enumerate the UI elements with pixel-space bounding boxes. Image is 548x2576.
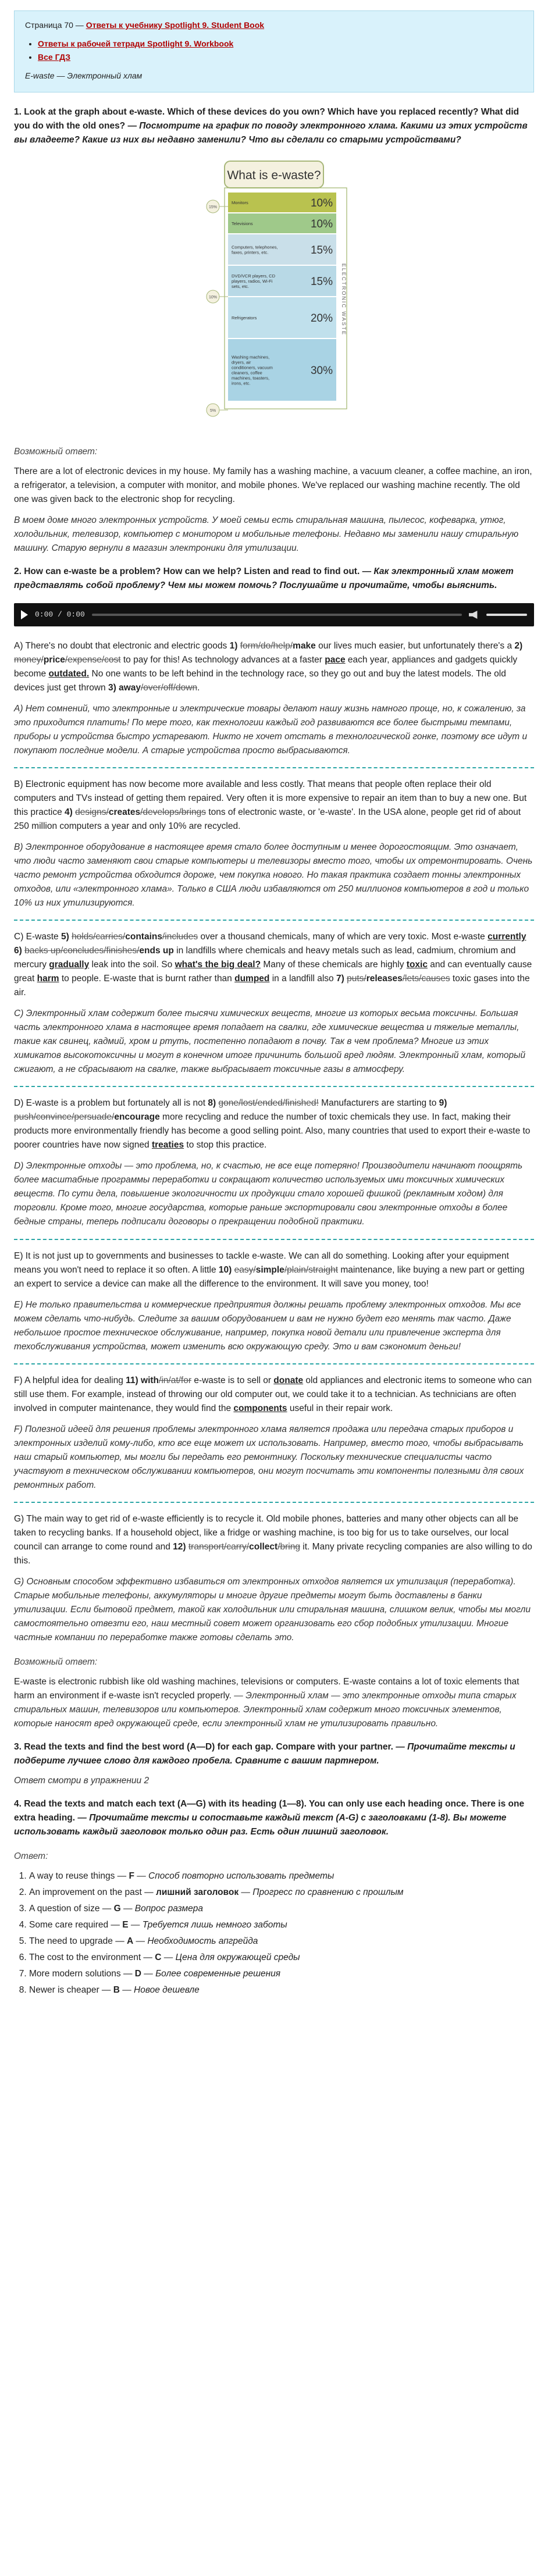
- correct-option: releases: [366, 974, 403, 984]
- correct-option: simple: [255, 1264, 284, 1275]
- answer-label: Ответ:: [14, 1851, 48, 1862]
- text-e-part: E) It is not just up to governments and businesses to tackle e-waste. We can all do something. Looking after your equipment means you won't need to replace it so often. A little: [14, 1250, 509, 1275]
- text-b-part: B) Electronic equipment has now become more available and less costly. That means that people often replace their old computers and TVs instead of getting them repaired. Very often it is more expensive to repair an item than to buy a new one. But this practice: [14, 779, 527, 818]
- text-d-ru: D) Электронные отходы — это проблема, но, к счастью, не все еще потеряно! Производители начинают поощрять более масштабные программы переработки и сокращают количество используемых ими токсичных химических веществ. По сути дела, повышение экологичности их продукции стало хорошей фишкой (рекламным ходом) для торговли. Кроме того, многие государства, которые раньше экспортировали свои электронные отходы в более бедные страны, теперь подписали договоры о прекращении подобной практики.: [14, 1161, 523, 1227]
- poster-row-label: conditioners, vacuum: [232, 365, 273, 370]
- poster-bubble-label: 15%: [208, 205, 218, 209]
- key-word: currently: [487, 932, 526, 942]
- heading-ru: — Вопрос размера: [120, 1904, 203, 1914]
- heading-ru: — Более современные решения: [141, 1969, 281, 1979]
- correct-option: away: [119, 682, 141, 693]
- struck-options: money/: [14, 654, 44, 665]
- header-link-item: [38, 38, 523, 51]
- header-links: [25, 38, 523, 64]
- audio-progress-bar[interactable]: [92, 614, 462, 616]
- key-word: harm: [37, 974, 59, 984]
- question-1-ru: Посмотрите на график по поводу электронного хлама. Какими из этих устройств вы владеете? Какие из них вы недавно заменили? Что вы сделали со старыми устройствами?: [14, 120, 528, 145]
- text-a-part: A) There's no doubt that electronic and electric goods: [14, 640, 230, 651]
- heading-ru: — Новое дешевле: [119, 1985, 200, 1996]
- question-4: [14, 1797, 534, 1839]
- audio-current: 0:00: [35, 610, 54, 619]
- correct-option: contains: [125, 932, 162, 942]
- question-4-ru: — Прочитайте тексты и сопоставьте каждый текст (A-G) с заголовками (1-8). Вы можете использовать каждый заголовок только один раз. Есть один лишний заголовок.: [14, 1813, 507, 1837]
- text-c-part: in landfills where chemicals and heavy metals such as lead, cadmium, chromium and mercury: [14, 946, 516, 970]
- list-item: [29, 1967, 534, 1981]
- heading-en: An improvement on the past —: [29, 1887, 156, 1898]
- text-a-part: No one wants to be left behind in the technology race, so they go out and buy the latest models. The old devices just get thrown: [14, 668, 506, 693]
- text-e-en: [14, 1249, 534, 1291]
- text-f-ru: F) Полезной идеей для решения проблемы электронного хлама является продажа или передача старых приборов и электронных изделий кому-либо, кто все еще может их использовать. Например, вместо того, чтобы выбрасывать наш старый компьютер, мы могли бы передать его ремонтнику. Поскольку технические специалисты часто участвуют в техническом обслуживании компьютеров, они могут посчитать эти компоненты полезными для своих ремонтных работ.: [14, 1424, 524, 1490]
- gap-number: 10): [218, 1264, 234, 1275]
- poster-side-label: ELECTRONIC WASTE: [341, 263, 347, 336]
- question-2: [14, 565, 534, 593]
- audio-duration: 0:00: [66, 610, 85, 619]
- struck-options: /expense/cost: [65, 654, 121, 665]
- poster-row-value: 30%: [310, 364, 333, 377]
- question-4-en: 4. Read the texts and match each text (A—G) with its heading (1—8). You can only use each heading once. There is one extra heading.: [14, 1799, 525, 1823]
- text-c-part: to people. E-waste that is burnt rather than: [59, 974, 235, 984]
- gap-number: 9): [439, 1098, 447, 1109]
- poster-row-value: 20%: [310, 312, 333, 325]
- text-g-ru: G) Основным способом эффективно избавиться от электронных отходов является их утилизация (переработка). Старые мобильные телефоны, аккумуляторы и многие другие предметы могут быть доставлены в банки утилизации. Если бытовой предмет, такой как холодильник или стиральная машина, слишком велик, чтобы мы могли самостоятельно отвезти его, наш местный совет может организовать его сбор подобных утилизации. Многие частные компании по переработке также готовы сделать это.: [14, 1576, 531, 1642]
- text-e-part: maintenance, like buying a new part or getting an expert to service a device can make all the difference to the environment. It will save you money, too!: [14, 1264, 525, 1289]
- text-c-part: leak into the soil. So: [89, 960, 175, 970]
- poster-row-label: faxes, printers, etc.: [232, 250, 269, 255]
- heading-en: The cost to the environment —: [29, 1953, 155, 1963]
- list-item: [29, 1918, 534, 1932]
- text-a-en: [14, 639, 534, 695]
- answer-letter: F: [129, 1871, 134, 1882]
- answer-1-ru: В моем доме много электронных устройств. У моей семьи есть стиральная машина, пылесос, кофеварка, утюг, холодильник, телевизор, компьютер с монитором и мобильные телефоны. Недавно мы заменили нашу стиральную машину. Старую вернули в магазин электроники для утилизации.: [14, 515, 519, 553]
- text-d-en: [14, 1096, 534, 1152]
- question-2-ru: — Как электронный хлам может представлять собой проблему? Чем мы можем помочь? Послушайте и прочитайте, чтобы выяснить.: [14, 566, 514, 590]
- text-g-en: [14, 1512, 534, 1568]
- answer-letter: E: [122, 1920, 129, 1930]
- poster-title: What is e-waste?: [227, 168, 321, 182]
- question-2-en: 2. How can e-waste be a problem? How can we help? Listen and read to find out.: [14, 566, 360, 576]
- text-a-part: to pay for this! As technology advances at a faster: [120, 654, 325, 665]
- divider: [14, 1086, 534, 1087]
- correct-option: with: [141, 1375, 159, 1385]
- poster-row-label: DVD/VCR players, CD: [232, 273, 276, 279]
- heading-en: The need to upgrade —: [29, 1936, 127, 1947]
- breadcrumb: [25, 19, 523, 32]
- heading-ru: — Требуется лишь немного заботы: [128, 1920, 287, 1930]
- divider: [14, 767, 534, 768]
- text-d-part: more recycling and reduce the number of toxic chemicals they use. In fact, making their products more environmentally friendly has become a good selling point. Also, many countries that used to export their e-waste to poorer countries have now signed: [14, 1112, 531, 1150]
- poster-row-label: Computers, telephones,: [232, 244, 278, 250]
- gap-number: 5): [61, 932, 72, 942]
- gap-number: 3): [108, 682, 119, 693]
- poster-row-label: Monitors: [232, 199, 248, 205]
- struck-options: transport/carry/: [188, 1541, 250, 1552]
- struck-options: push/convince/persuade/: [14, 1112, 115, 1123]
- key-word: what's the big deal?: [175, 960, 261, 970]
- poster-row-label: cleaners, coffee: [232, 370, 262, 376]
- crumb-link[interactable]: Ответы к учебнику Spotlight 9. Student Book: [86, 20, 265, 30]
- heading-ru: — Способ повторно использовать предметы: [134, 1871, 335, 1882]
- text-b-en: [14, 778, 534, 833]
- text-g-part: G) The main way to get rid of e-waste efficiently is to recycle it. Old mobile phones, batteries and many other objects can all be taken to recycling banks. If a household object, like a fridge or washing machine, is too big for us to take ourselves, our local council can arrange to come round and: [14, 1513, 518, 1552]
- poster-row-label: Televisions: [232, 220, 253, 226]
- text-f-part: F) A helpful idea for dealing: [14, 1375, 126, 1385]
- gap-number: 1): [229, 640, 240, 651]
- text-c-part: in a landfill also: [269, 974, 336, 984]
- struck-options: easy/: [234, 1264, 256, 1275]
- text-g-part: it. Many private recycling companies are also willing to do this.: [14, 1541, 532, 1566]
- poster-row-label: machines, toasters,: [232, 375, 270, 381]
- answer-letter: B: [113, 1985, 120, 1996]
- correct-option: encourage: [114, 1112, 160, 1123]
- question-1: 1. Look at the graph about e-waste. Which of these devices do you own? Which have you replaced recently? What did you do with the old ones? — Посмотрите на график по поводу электронного хлама. Какими из этих устройств вы владеете? Какие из них вы недавно заменили? Что вы сделали со старыми устройствами?: [14, 106, 528, 145]
- gap-number: 6): [14, 946, 25, 956]
- key-word: donate: [273, 1375, 304, 1385]
- header-link-item: [38, 51, 523, 64]
- workbook-link[interactable]: Ответы к рабочей тетради Spotlight 9. Workbook: [38, 38, 234, 48]
- struck-options: /over/off/down: [141, 682, 198, 693]
- struck-options: /plain/straight: [284, 1264, 339, 1275]
- divider: [14, 1239, 534, 1240]
- struck-options: puts/: [347, 974, 366, 984]
- answer-1-en: There are a lot of electronic devices in my house. My family has a washing machine, a vacuum cleaner, a coffee machine, an iron, a refrigerator, a television, a computer with monitor, and mobile phones. We've replaced our washing machine recently. The old one was given back to the electronic shop for recycling.: [14, 466, 532, 504]
- volume-icon[interactable]: [469, 611, 479, 619]
- poster-row-value: 15%: [310, 275, 333, 288]
- divider: [14, 1502, 534, 1503]
- page-subtitle: E-waste — Электронный хлам: [25, 71, 143, 81]
- text-d-part: Manufacturers are starting to: [318, 1098, 439, 1109]
- play-icon[interactable]: [21, 610, 28, 619]
- divider: [14, 920, 534, 921]
- list-item: [29, 1934, 534, 1948]
- question-3: [14, 1740, 534, 1768]
- text-c-part: toxic gases into the air.: [14, 974, 530, 998]
- struck-options: gone/lost/ended/finished!: [218, 1098, 319, 1109]
- list-item: [29, 1886, 534, 1900]
- text-b-part: tons of electronic waste, or 'e-waste'. In the USA alone, people get rid of about 250 million computers a year and only 10% are recycled.: [14, 807, 521, 832]
- text-a-part: each year, appliances and gadgets quickly become: [14, 654, 518, 679]
- answer-letter: C: [155, 1953, 162, 1963]
- poster-row-value: 10%: [310, 218, 333, 230]
- audio-time: 0:00 / 0:00: [35, 610, 85, 619]
- all-gdz-link[interactable]: Все ГДЗ: [38, 52, 71, 62]
- gap-number: 12): [173, 1541, 188, 1552]
- text-d-part: D) E-waste is a problem but fortunately all is not: [14, 1098, 208, 1109]
- text-f-part: useful in their repair work.: [287, 1403, 393, 1413]
- struck-options: holds/carries/: [72, 932, 126, 942]
- header-box: [14, 10, 534, 92]
- correct-option: ends up: [139, 946, 174, 956]
- text-c-ru: C) Электронный хлам содержит более тысячи химических веществ, многие из которых весьма токсичны. Большая часть электронного хлама в настоящее время попадает на свалки, где химические вещества и тяжелые металлы, такие как свинец, кадмий, хром и ртуть, постепенно попадают в почву. Так в чем проблема? Многие из этих химикатов высокотоксичны и могут в конечном итоге причинить большой вред людям. Электронный хлам, который сжигают, а не сбрасывают на свалке, также выбрасывает токсичные газы в атмосферу.: [14, 1009, 526, 1075]
- text-c-part: Many of these chemicals are highly: [261, 960, 407, 970]
- text-f-en: [14, 1374, 534, 1416]
- struck-options: /lets/causes: [402, 974, 450, 984]
- answers-list: [14, 1869, 534, 1997]
- gap-number: 2): [514, 640, 523, 651]
- struck-options: /in/at/for: [159, 1375, 192, 1385]
- key-word: components: [233, 1403, 287, 1413]
- correct-option: collect: [249, 1541, 278, 1552]
- text-a-part: .: [197, 682, 200, 693]
- key-word: pace: [325, 654, 346, 665]
- text-d-part: to stop this practice.: [184, 1140, 267, 1150]
- possible-answer-label: Возможный ответ:: [14, 1656, 98, 1667]
- key-word: outdated.: [48, 668, 90, 679]
- question-3-answer: Ответ смотри в упражнении 2: [14, 1775, 150, 1786]
- poster-row-label: Washing machines,: [232, 354, 270, 360]
- answer-2-ru-text: — Электронный хлам — это электронные отходы типа старых стиральных машин, телевизоров или компьютеров. Электронный хлам содержит много токсичных элементов, которые наносят вред окружающей среде, если электронный хлам не утилизировать правильно.: [14, 1690, 517, 1729]
- key-word: gradually: [49, 960, 90, 970]
- poster-row-label: Refrigerators: [232, 315, 257, 320]
- heading-ru: — Прогресс по сравнению с прошлым: [239, 1887, 404, 1898]
- answer-letter: A: [127, 1936, 134, 1947]
- question-1-en: 1. Look at the graph about e-waste. Which of these devices do you own? Which have you replaced recently? What did you do with the old ones?: [14, 106, 519, 131]
- text-c-en: [14, 930, 534, 1000]
- question-3-en: 3. Read the texts and find the best word (A—D) for each gap. Compare with your partner.: [14, 1741, 393, 1752]
- poster-row-value: 10%: [310, 197, 333, 209]
- volume-slider[interactable]: [486, 614, 527, 616]
- answer-letter: D: [134, 1969, 141, 1979]
- text-c-part: and can eventually cause great: [14, 960, 532, 984]
- struck-options: form/do/help/: [240, 640, 293, 651]
- struck-options: /bring: [277, 1541, 300, 1552]
- text-b-ru: B) Электронное оборудование в настоящее время стало более доступным и менее дорогостоящим. Это означает, что люди часто заменяют свои старые компьютеры и телевизоры вместо того, чтобы их отремонтировать. Очень часто ремонт устройства обходится дороже, чем покупка нового. Но такая практика создает тонны электронных отходов, или «электронного хлама». Только в США люди избавляются от 250 миллионов компьютеров в год и только 10% из них утилизируются.: [14, 842, 533, 908]
- divider: [14, 1363, 534, 1364]
- heading-en: Newer is cheaper —: [29, 1985, 113, 1996]
- struck-options: designs/: [75, 807, 109, 818]
- poster-row-label: players, radios, Wi-Fi: [232, 278, 273, 284]
- gap-number: 8): [208, 1098, 219, 1109]
- gap-number: 7): [336, 974, 347, 984]
- poster-row-value: 15%: [310, 244, 333, 256]
- poster-wrap: [0, 154, 548, 433]
- gap-number: 11): [126, 1375, 141, 1385]
- possible-answer-label: Возможный ответ:: [14, 446, 98, 457]
- list-item: [29, 1902, 534, 1916]
- heading-en: Some care required —: [29, 1920, 123, 1930]
- struck-options: /develops/brings: [140, 807, 207, 818]
- text-e-ru: E) Не только правительства и коммерческие предприятия должны решать проблему электронных отходов. Мы все можем сделать что-нибудь. Следите за вашим оборудованием и вам не нужно будет его менять так часто. Даже небольшое простое техническое обслуживание, например, покупка новой детали или привлечение эксперта для техобслуживания устройства, может изменить всю окружающую среду. Это и вам сэкономит деньги!: [14, 1299, 521, 1352]
- text-f-part: old appliances and electronic items to someone who can still use them. For example, instead of throwing our old computer out, we could take it to a technician. As technicians are often involved in computer maintenance, they would find the: [14, 1375, 532, 1413]
- question-3-ru: — Прочитайте тексты и подберите лучшее слово для каждого пробела. Сравните с вашим партнером.: [14, 1741, 515, 1766]
- gap-number: 4): [65, 807, 76, 818]
- poster-bubble-label: 5%: [209, 408, 216, 413]
- poster-row-label: sets, etc.: [232, 283, 250, 289]
- key-word: treaties: [151, 1140, 184, 1150]
- answer-2-en-text: E-waste is electronic rubbish like old washing machines, televisions or computers. E-waste contains a lot of toxic elements that harm an environment if e-waste isn't recycled properly.: [14, 1676, 519, 1701]
- heading-en: More modern solutions —: [29, 1969, 135, 1979]
- heading-en: A question of size —: [29, 1904, 114, 1914]
- list-item: [29, 1951, 534, 1965]
- text-c-part: over a thousand chemicals, many of which are very toxic. Most e-waste: [198, 932, 488, 942]
- correct-option: price: [43, 654, 65, 665]
- key-word: toxic: [406, 960, 428, 970]
- poster-rows: [228, 193, 336, 401]
- poster-row-label: dryers, air: [232, 359, 251, 365]
- audio-player[interactable]: [14, 603, 534, 626]
- text-c-part: C) E-waste: [14, 932, 61, 942]
- heading-ru: — Необходимость апгрейда: [133, 1936, 258, 1947]
- correct-option: make: [293, 640, 316, 651]
- answer-letter: G: [113, 1904, 121, 1914]
- crumb-prefix: Страница 70 —: [25, 20, 86, 30]
- poster-row-label: irons, etc.: [232, 380, 251, 386]
- struck-options: /includes: [162, 932, 198, 942]
- e-waste-poster: [190, 154, 358, 433]
- struck-options: backs up/concludes/finishes/: [24, 946, 140, 956]
- text-a-ru: A) Нет сомнений, что электронные и электрические товары делают нашу жизнь намного проще, но, к сожалению, за это приходится платить! По мере того, как технологии каждый год развиваются все более быстрыми темпами, приборы и устройства быстро устаревают. Никто не хочет отстать в технологической гонке, поэтому все идут и покупают последние модели. А старые устройства просто выбрасываются.: [14, 704, 528, 756]
- key-word: dumped: [234, 974, 270, 984]
- text-f-part: e-waste is to sell or: [191, 1375, 274, 1385]
- text-a-part: our lives much easier, but unfortunately there's a: [315, 640, 515, 651]
- list-item: [29, 1983, 534, 1997]
- list-item: [29, 1869, 534, 1883]
- answer-2-en: [14, 1675, 534, 1731]
- answer-letter: лишний заголовок: [155, 1887, 239, 1898]
- heading-en: A way to reuse things —: [29, 1871, 129, 1882]
- poster-bubble-label: 10%: [208, 295, 218, 300]
- correct-option: creates: [108, 807, 141, 818]
- heading-ru: — Цена для окружающей среды: [161, 1953, 300, 1963]
